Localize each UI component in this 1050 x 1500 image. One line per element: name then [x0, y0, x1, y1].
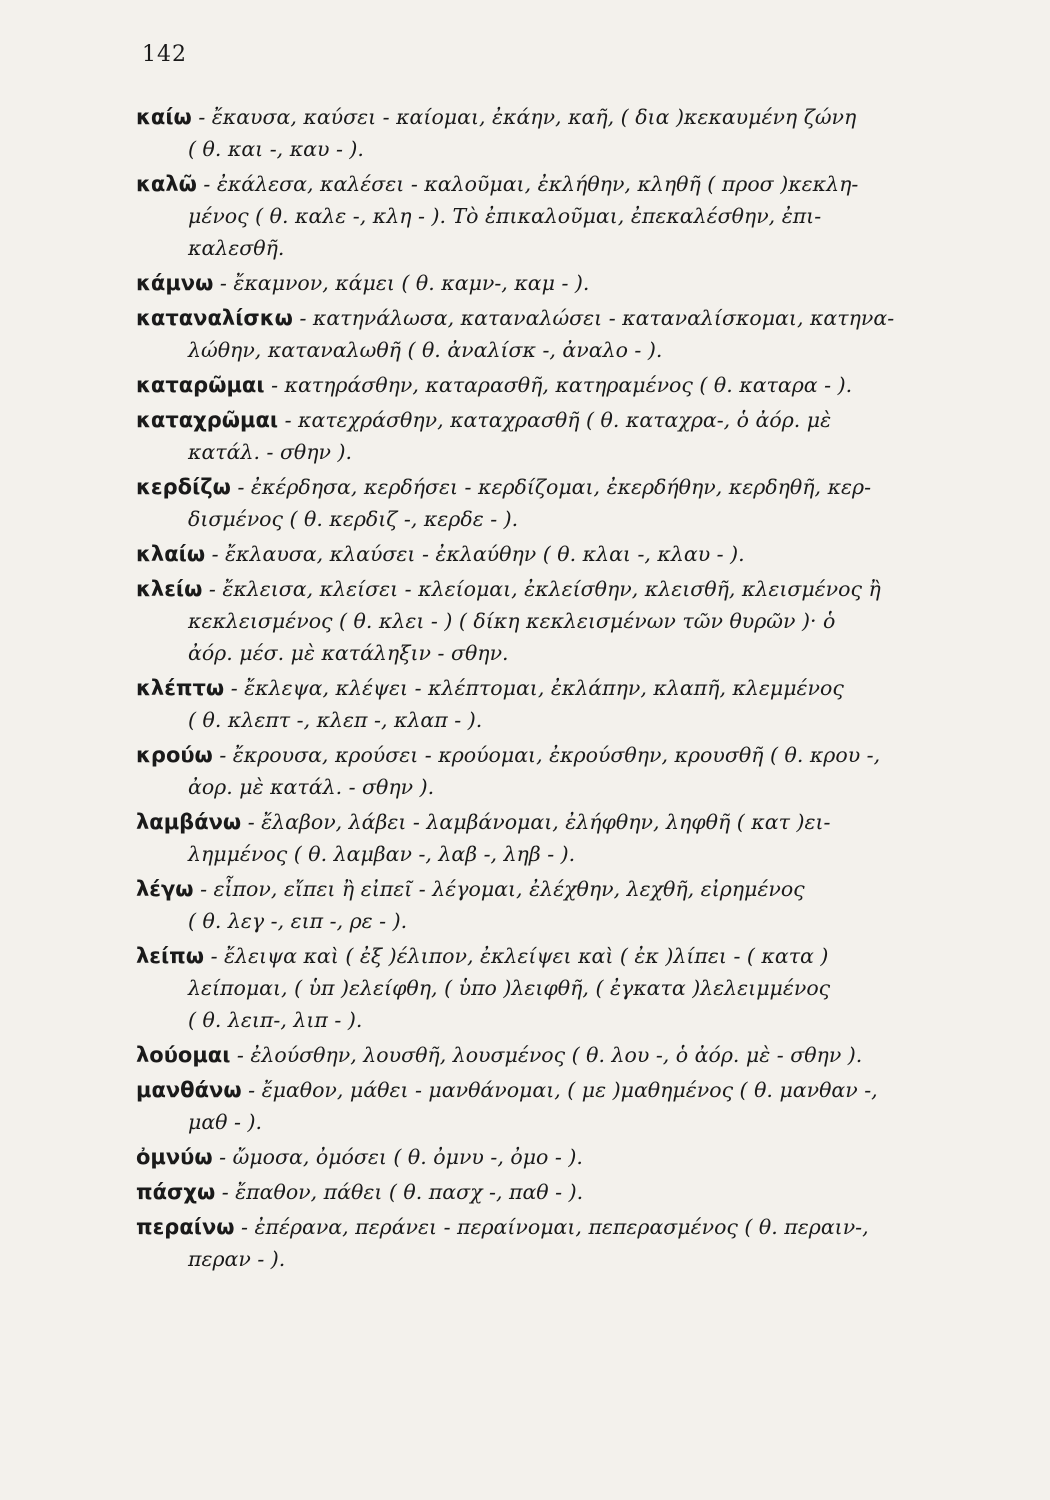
dictionary-entry	[136, 267, 990, 299]
entry-headword: πάσχω	[136, 1180, 216, 1204]
entry-text: - κατηνάλωσα, καταναλώσει - καταναλίσκομαι, κατηνα-	[299, 306, 895, 330]
entry-text: - ἔλαβον, λάβει - λαμβάνομαι, ἐλήφθην, ληφθῆ ( κατ )ει-	[247, 810, 831, 834]
entry-line	[136, 436, 990, 468]
entry-text: - ἔκλεψα, κλέψει - κλέπτομαι, ἐκλάπην, κλαπῆ, κλεμμένος	[230, 676, 844, 700]
entry-headword: ὀμνύω	[136, 1145, 213, 1169]
entry-line	[136, 1074, 990, 1106]
entry-line	[136, 672, 990, 704]
entry-line	[136, 873, 990, 905]
entry-line	[136, 806, 990, 838]
page-number: 142	[142, 42, 187, 67]
entry-text: ( θ. λεγ -, ειπ -, ρε - ).	[188, 909, 408, 933]
entry-line	[136, 404, 990, 436]
entry-text: ( θ. και -, καυ - ).	[188, 137, 364, 161]
entry-text: κατάλ. - σθην ).	[188, 440, 353, 464]
entry-headword: καταναλίσκω	[136, 306, 293, 330]
entry-line	[136, 503, 990, 535]
entry-headword: καταχρῶμαι	[136, 408, 279, 432]
entry-line	[136, 267, 990, 299]
entry-text: λώθην, καταναλωθῆ ( θ. ἀναλίσκ -, ἀναλο - ).	[188, 338, 663, 362]
entry-line	[136, 940, 990, 972]
dictionary-entry	[136, 873, 990, 937]
dictionary-entry	[136, 806, 990, 870]
entry-line	[136, 605, 990, 637]
entry-headword: κλείω	[136, 577, 203, 601]
entry-text: καλεσθῆ.	[188, 236, 285, 260]
entry-text: ἀορ. μὲ κατάλ. - σθην ).	[188, 775, 435, 799]
entry-text: λείπομαι, ( ὑπ )ελείφθη, ( ὑπο )λειφθῆ, ( ἐγκατα )λελειμμένος	[188, 976, 831, 1000]
entry-text: περαν - ).	[188, 1247, 286, 1271]
dictionary-entry	[136, 739, 990, 803]
dictionary-entry	[136, 101, 990, 165]
entry-text: - κατεχράσθην, καταχρασθῆ ( θ. καταχρα-, ὁ ἀόρ. μὲ	[284, 408, 832, 432]
dictionary-entry	[136, 1074, 990, 1138]
entry-text: δισμένος ( θ. κερδιζ -, κερδε - ).	[188, 507, 519, 531]
entry-headword: κλαίω	[136, 542, 206, 566]
entry-line	[136, 1211, 990, 1243]
entry-line	[136, 1176, 990, 1208]
entry-text: - ἔκαυσα, καύσει - καίομαι, ἐκάην, καῆ, ( δια )κεκαυμένη ζώνη	[198, 105, 857, 129]
entry-line	[136, 972, 990, 1004]
entry-line	[136, 739, 990, 771]
dictionary-entry	[136, 369, 990, 401]
entry-line	[136, 637, 990, 669]
dictionary-entry	[136, 1211, 990, 1275]
entry-line	[136, 200, 990, 232]
entry-text: - ἔκρουσα, κρούσει - κρούομαι, ἐκρούσθην, κρουσθῆ ( θ. κρου -,	[219, 743, 881, 767]
dictionary-entry	[136, 1039, 990, 1071]
dictionary-entry	[136, 573, 990, 669]
entry-line	[136, 1243, 990, 1275]
dictionary-entry	[136, 404, 990, 468]
dictionary-entry	[136, 168, 990, 264]
entry-line	[136, 838, 990, 870]
entry-text: λημμένος ( θ. λαμβαν -, λαβ -, ληβ - ).	[188, 842, 576, 866]
entry-text: μένος ( θ. καλε -, κλη - ). Τὸ ἐπικαλοῦμαι, ἐπεκαλέσθην, ἐπι-	[188, 204, 822, 228]
entry-text: - εἶπον, εἴπει ἢ εἰπεῖ - λέγομαι, ἐλέχθην, λεχθῆ, εἰρημένος	[200, 877, 805, 901]
entry-text: - ὤμοσα, ὀμόσει ( θ. ὀμνυ -, ὀμο - ).	[219, 1145, 583, 1169]
entry-text: - ἐπέρανα, περάνει - περαίνομαι, πεπερασμένος ( θ. περαιν-,	[241, 1215, 869, 1239]
entry-headword: λαμβάνω	[136, 810, 242, 834]
entry-headword: περαίνω	[136, 1215, 235, 1239]
entry-headword: κάμνω	[136, 271, 214, 295]
dictionary-entry	[136, 672, 990, 736]
dictionary-entry	[136, 940, 990, 1036]
dictionary-entry	[136, 302, 990, 366]
entry-headword: καίω	[136, 105, 192, 129]
entry-line	[136, 101, 990, 133]
entry-line	[136, 1106, 990, 1138]
entry-text: - ἐκέρδησα, κερδήσει - κερδίζομαι, ἐκερδήθην, κερδηθῆ, κερ-	[237, 475, 872, 499]
entry-text: - ἔκλεισα, κλείσει - κλείομαι, ἐκλείσθην, κλεισθῆ, κλεισμένος ἢ	[208, 577, 881, 601]
entry-headword: κλέπτω	[136, 676, 225, 700]
dictionary-entry	[136, 1176, 990, 1208]
entry-line	[136, 573, 990, 605]
entry-headword: κρούω	[136, 743, 213, 767]
entry-line	[136, 471, 990, 503]
entry-line	[136, 1004, 990, 1036]
entries-list	[136, 101, 990, 1275]
entry-text: - ἐκάλεσα, καλέσει - καλοῦμαι, ἐκλήθην, κληθῆ ( προσ )κεκλη-	[203, 172, 859, 196]
entry-text: κεκλεισμένος ( θ. κλει - ) ( δίκη κεκλεισμένων τῶν θυρῶν )· ὁ	[188, 609, 836, 633]
entry-line	[136, 302, 990, 334]
entry-line	[136, 133, 990, 165]
entry-headword: λέγω	[136, 877, 194, 901]
entry-text: ( θ. λειπ-, λιπ - ).	[188, 1008, 363, 1032]
entry-text: - ἔμαθον, μάθει - μανθάνομαι, ( με )μαθημένος ( θ. μανθαν -,	[248, 1078, 878, 1102]
entry-line	[136, 771, 990, 803]
entry-text: - ἔκλαυσα, κλαύσει - ἐκλαύθην ( θ. κλαι -, κλαυ - ).	[211, 542, 745, 566]
entry-line	[136, 905, 990, 937]
entry-text: - ἐλούσθην, λουσθῆ, λουσμένος ( θ. λου -, ὁ ἀόρ. μὲ - σθην ).	[236, 1043, 863, 1067]
dictionary-entry	[136, 538, 990, 570]
entry-text: - ἔλειψα καὶ ( ἐξ )έλιπον, ἐκλείψει καὶ ( ἐκ )λίπει - ( κατα )	[210, 944, 829, 968]
entry-line	[136, 369, 990, 401]
entry-text: ἀόρ. μέσ. μὲ κατάληξιν - σθην.	[188, 641, 509, 665]
entry-headword: καλῶ	[136, 172, 197, 196]
entry-text: ( θ. κλεπτ -, κλεπ -, κλαπ - ).	[188, 708, 483, 732]
entry-text: μαθ - ).	[188, 1110, 262, 1134]
entry-headword: λείπω	[136, 944, 205, 968]
entry-headword: λούομαι	[136, 1043, 231, 1067]
entry-headword: καταρῶμαι	[136, 373, 265, 397]
dictionary-entry	[136, 471, 990, 535]
entry-line	[136, 168, 990, 200]
entry-line	[136, 334, 990, 366]
entry-line	[136, 232, 990, 264]
dictionary-entry	[136, 1141, 990, 1173]
entry-line	[136, 1039, 990, 1071]
entry-line	[136, 1141, 990, 1173]
entry-headword: μανθάνω	[136, 1078, 242, 1102]
entry-line	[136, 538, 990, 570]
entry-text: - κατηράσθην, καταρασθῆ, κατηραμένος ( θ. καταρα - ).	[271, 373, 853, 397]
entry-headword: κερδίζω	[136, 475, 231, 499]
entry-line	[136, 704, 990, 736]
entry-text: - ἔκαμνον, κάμει ( θ. καμν-, καμ - ).	[219, 271, 590, 295]
entry-text: - ἔπαθον, πάθει ( θ. πασχ -, παθ - ).	[221, 1180, 584, 1204]
